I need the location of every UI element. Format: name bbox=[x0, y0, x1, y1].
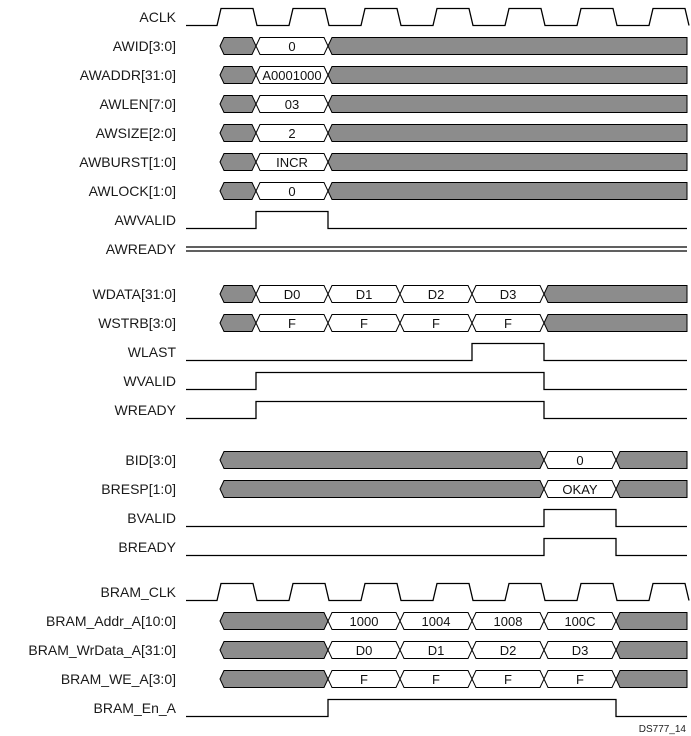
bus-value-label: D1 bbox=[355, 287, 373, 302]
signal-label: WLAST bbox=[127, 344, 176, 360]
signal-label: BRAM_WrData_A[31:0] bbox=[28, 642, 176, 658]
signal-label: BRAM_CLK bbox=[100, 584, 176, 600]
bus-undefined-segment bbox=[616, 452, 687, 469]
signal-label: BID[3:0] bbox=[125, 452, 176, 468]
clock-waveform bbox=[186, 9, 689, 26]
signal-label: ACLK bbox=[139, 9, 176, 25]
signal-bram-wrdata-a-31-0 bbox=[28, 642, 687, 659]
signal-awsize-2-0 bbox=[96, 125, 687, 142]
signal-awvalid bbox=[115, 212, 687, 229]
signal-label: WSTRB[3:0] bbox=[98, 315, 176, 331]
bus-value-label: 1004 bbox=[421, 614, 451, 629]
bus-undefined-segment bbox=[220, 613, 328, 630]
signal-label: BRAM_Addr_A[10:0] bbox=[46, 613, 176, 629]
signal-label: AWLOCK[1:0] bbox=[88, 183, 176, 199]
bus-undefined-segment bbox=[220, 154, 256, 171]
bus-value-label: F bbox=[576, 672, 584, 687]
signal-label: AWREADY bbox=[105, 241, 176, 257]
signal-label: WREADY bbox=[114, 402, 176, 418]
signal-waveform bbox=[186, 402, 687, 419]
bus-undefined-segment bbox=[616, 671, 687, 688]
signal-bram-en-a bbox=[94, 700, 687, 717]
signal-label: AWLEN[7:0] bbox=[99, 96, 176, 112]
figure-id: DS777_14 bbox=[638, 724, 686, 735]
signal-waveform bbox=[186, 212, 687, 229]
bus-undefined-segment bbox=[220, 286, 256, 303]
signal-bready bbox=[118, 539, 687, 556]
bus-value-label: 1000 bbox=[349, 614, 379, 629]
signal-awlen-7-0 bbox=[99, 96, 687, 113]
bus-undefined-segment bbox=[220, 315, 256, 332]
signal-bid-3-0 bbox=[125, 452, 687, 469]
bus-undefined-segment bbox=[220, 96, 256, 113]
signal-label: BRAM_En_A bbox=[93, 700, 176, 716]
clock-waveform bbox=[186, 584, 689, 601]
bus-undefined-segment bbox=[220, 642, 328, 659]
signal-awlock-1-0 bbox=[89, 183, 687, 200]
signal-label: AWADDR[31:0] bbox=[79, 67, 176, 83]
signal-label: AWID[3:0] bbox=[112, 38, 176, 54]
bus-value-label: D1 bbox=[427, 643, 445, 658]
bus-value-label: A0001000 bbox=[262, 68, 322, 83]
signal-label: BVALID bbox=[127, 510, 176, 526]
bus-undefined-segment bbox=[220, 671, 328, 688]
signal-waveform bbox=[186, 700, 687, 717]
signal-awburst-1-0 bbox=[79, 154, 687, 171]
bus-undefined-segment bbox=[616, 642, 687, 659]
bus-undefined-segment bbox=[544, 286, 687, 303]
signal-aclk bbox=[139, 9, 689, 26]
bus-undefined-segment bbox=[328, 38, 687, 55]
signal-label: BRESP[1:0] bbox=[101, 481, 176, 497]
signal-waveform bbox=[186, 539, 687, 556]
bus-value-label: D3 bbox=[571, 643, 589, 658]
bus-value-label: D0 bbox=[355, 643, 373, 658]
bus-undefined-segment bbox=[328, 125, 687, 142]
signal-wvalid bbox=[123, 373, 687, 390]
bus-value-label: F bbox=[360, 672, 368, 687]
signal-bresp-1-0 bbox=[101, 481, 687, 498]
bus-undefined-segment bbox=[616, 613, 687, 630]
signal-label: AWVALID bbox=[114, 212, 176, 228]
bus-value-label: 100C bbox=[564, 614, 596, 629]
bus-value-label: OKAY bbox=[562, 482, 598, 497]
signal-bram-we-a-3-0 bbox=[61, 671, 687, 688]
signal-label: AWSIZE[2:0] bbox=[95, 125, 176, 141]
signal-bvalid bbox=[127, 510, 687, 527]
signal-wstrb-3-0 bbox=[98, 315, 687, 332]
signal-wready bbox=[115, 402, 687, 419]
bus-value-label: F bbox=[360, 316, 368, 331]
signal-bram-clk bbox=[101, 584, 689, 601]
bus-undefined-segment bbox=[616, 481, 687, 498]
bus-value-label: D2 bbox=[499, 643, 517, 658]
signal-label: WVALID bbox=[123, 373, 176, 389]
signal-waveform bbox=[186, 510, 687, 527]
bus-value-label: F bbox=[288, 316, 296, 331]
bus-undefined-segment bbox=[220, 38, 256, 55]
bus-value-label: 0 bbox=[288, 184, 296, 199]
bus-undefined-segment bbox=[220, 67, 256, 84]
bus-undefined-segment bbox=[328, 183, 687, 200]
bus-undefined-segment bbox=[220, 481, 544, 498]
signal-wdata-31-0 bbox=[92, 286, 687, 303]
signal-rows bbox=[28, 9, 689, 717]
bus-value-label: F bbox=[432, 672, 440, 687]
bus-value-label: 2 bbox=[288, 126, 296, 141]
signal-label: WDATA[31:0] bbox=[92, 286, 176, 302]
bus-undefined-segment bbox=[328, 154, 687, 171]
bus-value-label: 0 bbox=[288, 39, 296, 54]
bus-value-label: D2 bbox=[427, 287, 445, 302]
bus-undefined-segment bbox=[220, 452, 544, 469]
signal-wlast bbox=[128, 344, 687, 361]
bus-value-label: F bbox=[432, 316, 440, 331]
bus-value-label: INCR bbox=[276, 155, 308, 170]
signal-label: AWBURST[1:0] bbox=[79, 154, 176, 170]
signal-label: BRAM_WE_A[3:0] bbox=[60, 671, 176, 687]
bus-undefined-segment bbox=[220, 183, 256, 200]
bus-value-label: 03 bbox=[284, 97, 300, 112]
bus-value-label: F bbox=[504, 316, 512, 331]
bus-value-label: D0 bbox=[283, 287, 301, 302]
bus-undefined-segment bbox=[220, 125, 256, 142]
signal-bram-addr-a-10-0 bbox=[46, 613, 687, 630]
signal-awaddr-31-0 bbox=[80, 67, 687, 84]
bus-value-label: F bbox=[504, 672, 512, 687]
bus-undefined-segment bbox=[328, 96, 687, 113]
signal-awready bbox=[106, 241, 687, 257]
bus-value-label: 0 bbox=[576, 453, 584, 468]
bus-undefined-segment bbox=[328, 67, 687, 84]
bus-undefined-segment bbox=[544, 315, 687, 332]
bus-value-label: 1008 bbox=[493, 614, 523, 629]
bus-value-label: D3 bbox=[499, 287, 517, 302]
signal-waveform bbox=[186, 344, 687, 361]
signal-label: BREADY bbox=[118, 539, 176, 555]
signal-waveform bbox=[186, 373, 687, 390]
signal-awid-3-0 bbox=[113, 38, 687, 55]
